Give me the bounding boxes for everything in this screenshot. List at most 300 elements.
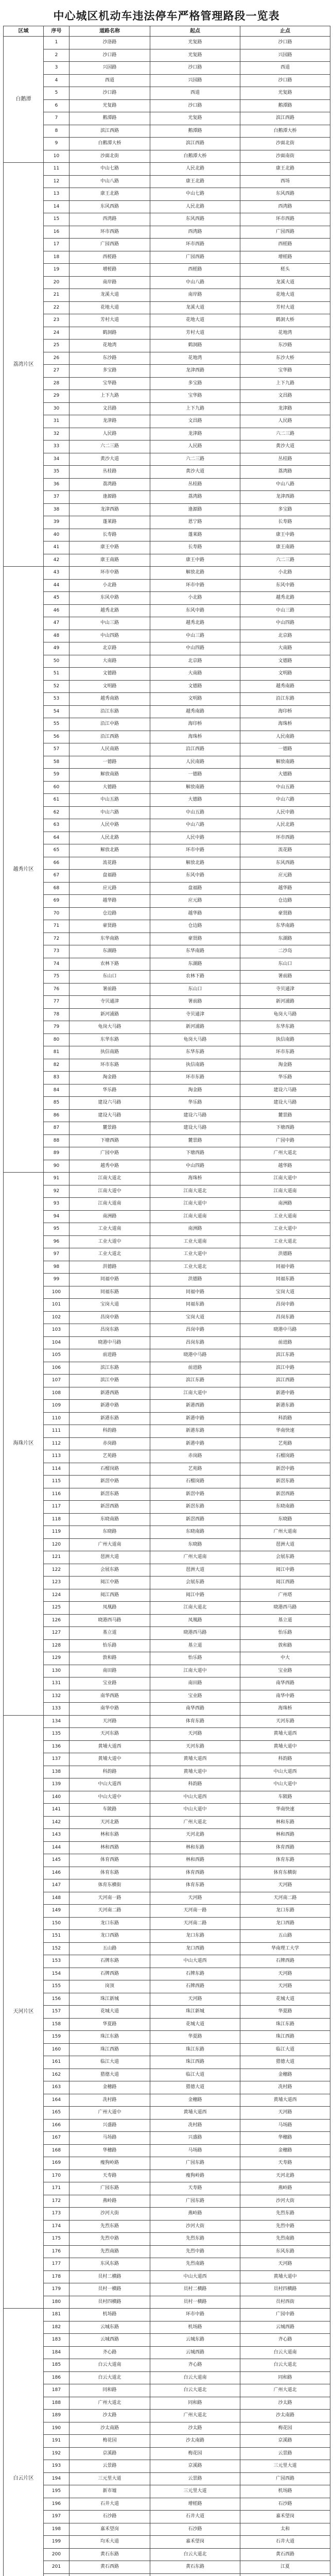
seq-cell: 67 (44, 870, 69, 883)
seq-cell: 130 (44, 1665, 69, 1677)
end-cell: 西槎路 (240, 239, 330, 251)
seq-cell: 37 (44, 491, 69, 504)
table-row (4, 2397, 330, 2410)
road-name-cell: 天河南二路 (69, 1905, 150, 1918)
end-cell: 寺贝通津 (240, 983, 330, 996)
end-cell: 珠江东路 (240, 2018, 330, 2031)
road-name-cell: 流花路 (69, 857, 150, 870)
end-cell: 江南大道南 (240, 1185, 330, 1198)
table-row (4, 1375, 330, 1387)
seq-cell: 176 (44, 2245, 69, 2258)
seq-cell: 62 (44, 806, 69, 819)
seq-cell: 147 (44, 1879, 69, 1892)
road-name-cell: 越秀南路 (69, 693, 150, 706)
road-name-cell: 新滘中路 (69, 1476, 150, 1488)
seq-cell: 197 (44, 2511, 69, 2523)
end-cell: 天河路 (240, 2258, 330, 2271)
seq-cell: 127 (44, 1627, 69, 1640)
start-cell: 应元路 (150, 895, 240, 908)
road-name-cell: 沙面北街 (69, 150, 150, 163)
road-name-cell: 东风西路 (69, 200, 150, 213)
seq-cell: 75 (44, 971, 69, 984)
road-name-cell: 云景路 (69, 2460, 150, 2473)
road-name-cell: 冼村路 (69, 2094, 150, 2107)
table-row (4, 200, 330, 213)
header-seq: 序号 (44, 26, 69, 37)
seq-cell: 138 (44, 1766, 69, 1778)
start-cell: 华夏路 (150, 2031, 240, 2044)
end-cell: 江夏 (240, 2561, 330, 2574)
end-cell: 东风中路 (240, 579, 330, 592)
end-cell: 天河北路 (240, 2170, 330, 2182)
seq-cell: 132 (44, 1690, 69, 1703)
road-name-cell: 岗顶 (69, 1980, 150, 1993)
seq-cell: 106 (44, 1362, 69, 1375)
end-cell: 新港东路 (240, 1400, 330, 1413)
seq-cell: 104 (44, 1336, 69, 1349)
road-name-cell: 越秀北路 (69, 604, 150, 617)
start-cell: 海印桥 (150, 718, 240, 731)
start-cell: 昌岗中路 (150, 1324, 240, 1337)
end-cell: 滨江西路 (240, 112, 330, 125)
road-name-cell: 中山五路 (69, 794, 150, 807)
table-row (4, 1437, 330, 1450)
seq-cell: 115 (44, 1476, 69, 1488)
start-cell: 新港中路 (150, 1437, 240, 1450)
start-cell: 东风西路 (150, 213, 240, 226)
table-row (4, 1336, 330, 1349)
seq-cell: 34 (44, 453, 69, 466)
start-cell: 昌岗东路 (150, 1336, 240, 1349)
table-row (4, 1551, 330, 1564)
start-cell: 广州大道南 (150, 1551, 240, 1564)
road-name-cell: 京溪路 (69, 2447, 150, 2460)
road-name-cell: 猎德大道 (69, 2069, 150, 2081)
end-cell: 流花路 (240, 844, 330, 857)
end-cell: 石井大道 (240, 2536, 330, 2549)
start-cell: 文明路 (150, 693, 240, 706)
start-cell: 江南大道中 (150, 1198, 240, 1211)
start-cell: 江南大道中 (150, 1387, 240, 1400)
road-name-cell: 华夏路 (69, 2018, 150, 2031)
end-cell: 天河路 (240, 2107, 330, 2120)
seq-cell: 61 (44, 794, 69, 807)
table-row (4, 2346, 330, 2359)
table-row (4, 1766, 330, 1778)
seq-cell: 31 (44, 415, 69, 428)
road-name-cell: 环市中路 (69, 567, 150, 580)
table-row (4, 1185, 330, 1198)
seq-cell: 91 (44, 1173, 69, 1185)
seq-cell: 116 (44, 1488, 69, 1501)
table-row (4, 604, 330, 617)
start-cell: 花地大道 (150, 314, 240, 327)
table-row (4, 2485, 330, 2498)
road-name-cell: 均禾大道 (69, 2536, 150, 2549)
road-name-cell: 石井大道 (69, 2498, 150, 2511)
end-cell: 琶洲大道 (240, 1538, 330, 1551)
end-cell: 光复路 (240, 87, 330, 100)
start-cell: 天河南二路 (150, 1917, 240, 1930)
table-row (4, 1261, 330, 1274)
seq-cell: 121 (44, 1551, 69, 1564)
start-cell: 石井大道 (150, 2511, 240, 2523)
seq-cell: 94 (44, 1210, 69, 1223)
road-name-cell: 兴园路 (69, 62, 150, 75)
start-cell: 蓬莱路 (150, 529, 240, 541)
table-row (4, 1854, 330, 1867)
end-cell: 大德路 (240, 769, 330, 782)
road-name-cell: 花城大道 (69, 2006, 150, 2019)
table-row (4, 1173, 330, 1185)
seq-cell: 1 (44, 37, 69, 49)
table-row (4, 806, 330, 819)
start-cell: 嘉禾望岗 (150, 2536, 240, 2549)
road-name-cell: 执信南路 (69, 1046, 150, 1059)
end-cell: 前进路 (240, 1336, 330, 1349)
document-title: 中心城区机动车违法停车严格管理路段一览表 (53, 10, 280, 22)
end-cell: 太和 (240, 2523, 330, 2536)
seq-cell: 124 (44, 1589, 69, 1602)
start-cell: 海珠桥 (150, 1173, 240, 1185)
table-row (4, 2031, 330, 2044)
end-cell: 江南大道中 (240, 1173, 330, 1185)
road-name-cell: 车陂路 (69, 1804, 150, 1817)
end-cell: 广园中路 (240, 1134, 330, 1147)
seq-cell: 187 (44, 2384, 69, 2397)
start-cell: 先烈中路 (150, 2245, 240, 2258)
start-cell: 员村二横路 (150, 2283, 240, 2296)
end-cell: 槎头 (240, 264, 330, 277)
road-name-cell: 芳村大道 (69, 314, 150, 327)
table-row (4, 2511, 330, 2523)
table-row (4, 402, 330, 415)
road-name-cell: 敦和路 (69, 1652, 150, 1665)
start-cell: 石牌东路 (150, 1968, 240, 1980)
road-name-cell: 新市墟 (69, 2485, 150, 2498)
start-cell: 中山七路 (150, 188, 240, 201)
end-cell: 白鹅潭大桥 (240, 125, 330, 138)
end-cell: 龙津西路 (240, 491, 330, 504)
table-row (4, 2422, 330, 2435)
seq-cell: 71 (44, 920, 69, 933)
seq-cell: 55 (44, 718, 69, 731)
seq-cell: 84 (44, 1084, 69, 1097)
end-cell: 先烈中路 (240, 2220, 330, 2233)
table-row (4, 1526, 330, 1539)
road-name-cell: 林和东路 (69, 1829, 150, 1842)
road-name-cell: 江南大道中 (69, 1185, 150, 1198)
start-cell: 新河浦路 (150, 1021, 240, 1034)
seq-cell: 3 (44, 62, 69, 75)
start-cell: 新港中路 (150, 1412, 240, 1425)
end-cell: 黄埔大道西 (240, 2094, 330, 2107)
seq-cell: 38 (44, 503, 69, 516)
end-cell: 东湖路 (240, 933, 330, 945)
seq-cell: 40 (44, 529, 69, 541)
start-cell: 农林下路 (150, 971, 240, 984)
seq-cell: 200 (44, 2548, 69, 2561)
end-cell: 康王北路 (240, 163, 330, 176)
table-row (4, 579, 330, 592)
table-row (4, 832, 330, 844)
start-cell: 广州大道北 (150, 1816, 240, 1829)
road-name-cell: 先烈南路 (69, 2245, 150, 2258)
start-cell: 先烈南路 (150, 2258, 240, 2271)
road-name-cell: 天寿路 (69, 2170, 150, 2182)
table-row (4, 1791, 330, 1804)
seq-cell: 149 (44, 1905, 69, 1918)
start-cell: 中山三路 (150, 630, 240, 642)
start-cell: 西槎路 (150, 264, 240, 277)
road-name-cell: 沙河大街 (69, 2208, 150, 2221)
start-cell: 中山大道西 (150, 2270, 240, 2283)
table-row (4, 882, 330, 895)
start-cell: 仓边路 (150, 920, 240, 933)
district-cell: 荔湾片区 (4, 163, 44, 567)
end-cell: 同福中路 (240, 1261, 330, 1274)
table-row (4, 1501, 330, 1514)
seq-cell: 25 (44, 340, 69, 352)
road-name-cell: 阅江中路 (69, 1577, 150, 1589)
table-row (4, 1753, 330, 1766)
seq-cell: 103 (44, 1324, 69, 1337)
table-row (4, 907, 330, 920)
seq-cell: 131 (44, 1677, 69, 1690)
road-name-cell: 云城东路 (69, 2321, 150, 2334)
start-cell: 体育东路 (150, 1879, 240, 1892)
road-name-cell: 白云大道北 (69, 2371, 150, 2384)
road-name-cell: 东湖路 (69, 945, 150, 958)
start-cell: 中山四路 (150, 642, 240, 655)
table-row (4, 554, 330, 567)
seq-cell: 64 (44, 832, 69, 844)
end-cell: 环市西路 (240, 213, 330, 226)
table-row (4, 1677, 330, 1690)
table-row (4, 2283, 330, 2296)
road-name-cell: 员村四横路 (69, 2296, 150, 2309)
start-cell: 增槎路 (150, 2498, 240, 2511)
road-name-cell: 六二三路 (69, 440, 150, 453)
table-row (4, 301, 330, 314)
start-cell: 中山四路 (150, 1160, 240, 1173)
table-row (4, 1400, 330, 1413)
table-row (4, 314, 330, 327)
start-cell: 赤岗路 (150, 1450, 240, 1463)
start-cell: 珠江东路 (150, 2043, 240, 2056)
start-cell: 先烈东路 (150, 2233, 240, 2246)
road-name-cell: 越华路 (69, 895, 150, 908)
end-cell: 科韵路 (240, 1412, 330, 1425)
seq-cell: 144 (44, 1841, 69, 1854)
end-cell: 麓景路 (240, 1109, 330, 1122)
table-row (4, 1930, 330, 1943)
table-row (4, 491, 330, 504)
end-cell: 京溪路 (240, 2435, 330, 2448)
table-row (4, 655, 330, 668)
end-cell: 新港中路 (240, 1387, 330, 1400)
start-cell: 兴园路 (150, 74, 240, 87)
road-name-cell: 南华中路 (69, 1703, 150, 1716)
seq-cell: 35 (44, 466, 69, 479)
start-cell: 珠江新城 (150, 2006, 240, 2019)
road-name-cell: 大德路 (69, 781, 150, 794)
start-cell: 江南大道中 (150, 1665, 240, 1677)
start-cell: 体育东路 (150, 1715, 240, 1728)
header-road: 道路名称 (69, 26, 150, 37)
road-name-cell: 东风东路 (69, 2258, 150, 2271)
table-row (4, 2132, 330, 2145)
end-cell: 中山四路 (240, 617, 330, 630)
seq-cell: 58 (44, 756, 69, 769)
table-row (4, 1450, 330, 1463)
seq-cell: 74 (44, 958, 69, 971)
seq-cell: 8 (44, 125, 69, 138)
road-name-cell: 阅江西路 (69, 1589, 150, 1602)
end-cell: 马场路 (240, 2119, 330, 2132)
end-cell: 怡乐路 (240, 1627, 330, 1640)
seq-cell: 53 (44, 693, 69, 706)
road-name-cell: 工业大道南 (69, 1223, 150, 1236)
end-cell: 新滘中路 (240, 1463, 330, 1476)
seq-cell: 114 (44, 1463, 69, 1476)
end-cell: 文明路 (240, 668, 330, 681)
table-row (4, 62, 330, 75)
road-name-cell: 林和西路 (69, 1841, 150, 1854)
seq-cell: 26 (44, 352, 69, 365)
table-row (4, 945, 330, 958)
start-cell: 龙津西路 (150, 365, 240, 378)
start-cell: 天河南一路 (150, 1905, 240, 1918)
end-cell: 艺苑路 (240, 1437, 330, 1450)
end-cell: 华夏路 (240, 2006, 330, 2019)
table-row (4, 983, 330, 996)
table-row (4, 239, 330, 251)
start-cell: 同和路 (150, 2397, 240, 2410)
start-cell: 马场路 (150, 2144, 240, 2157)
road-name-cell: 豪贤路 (69, 920, 150, 933)
seq-cell: 4 (44, 74, 69, 87)
end-cell: 中山五路 (240, 781, 330, 794)
table-row (4, 2195, 330, 2208)
start-cell: 艺苑路 (150, 1463, 240, 1476)
end-cell: 龙口东路 (240, 1905, 330, 1918)
seq-cell: 135 (44, 1728, 69, 1741)
end-cell: 环市西路 (240, 832, 330, 844)
start-cell: 广州大道北 (150, 2410, 240, 2422)
road-name-cell: 人民中路 (69, 819, 150, 832)
start-cell: 瘦狗岭路 (150, 2170, 240, 2182)
start-cell: 同福中路 (150, 1286, 240, 1299)
road-name-cell: 先烈东路 (69, 2220, 150, 2233)
end-cell: 文昌路 (240, 390, 330, 403)
seq-cell: 59 (44, 769, 69, 782)
road-name-cell: 石榴岗路 (69, 1463, 150, 1476)
start-cell: 工业大道中 (150, 1248, 240, 1261)
end-cell: 丛桂路 (240, 453, 330, 466)
seq-cell: 70 (44, 907, 69, 920)
table-row (4, 2371, 330, 2384)
end-cell: 金穗路 (240, 2069, 330, 2081)
seq-cell: 123 (44, 1577, 69, 1589)
end-cell: 六二三路 (240, 554, 330, 567)
start-cell: 盘福路 (150, 882, 240, 895)
table-row (4, 1059, 330, 1072)
seq-cell: 73 (44, 945, 69, 958)
seq-cell: 173 (44, 2208, 69, 2221)
table-row (4, 920, 330, 933)
end-cell: 中山三路 (240, 604, 330, 617)
road-name-cell: 新港西路 (69, 1387, 150, 1400)
table-row (4, 1299, 330, 1312)
road-name-cell: 花地湾 (69, 340, 150, 352)
end-cell: 中山大道西 (240, 1766, 330, 1778)
end-cell: 二沙岛 (240, 945, 330, 958)
start-cell: 沙河大街 (150, 2220, 240, 2233)
start-cell: 晓港西马路 (150, 1627, 240, 1640)
start-cell: 天河路 (150, 1892, 240, 1905)
table-row (4, 74, 330, 87)
end-cell: 增槎路 (240, 251, 330, 264)
table-row (4, 428, 330, 440)
start-cell: 广园东路 (150, 2157, 240, 2170)
seq-cell: 156 (44, 1993, 69, 2006)
road-name-cell: 环市西路 (69, 226, 150, 239)
seq-cell: 192 (44, 2447, 69, 2460)
seq-cell: 105 (44, 1349, 69, 1362)
end-cell: 文德路 (240, 655, 330, 668)
end-cell: 龙津路 (240, 402, 330, 415)
end-cell: 越华路 (240, 1160, 330, 1173)
end-cell: 东沙大桥 (240, 352, 330, 365)
end-cell: 广园中路 (240, 2309, 330, 2321)
seq-cell: 102 (44, 1311, 69, 1324)
end-cell: 康王中路 (240, 529, 330, 541)
table-row (4, 1665, 330, 1677)
table-row (4, 264, 330, 277)
start-cell: 白鹅潭大桥 (150, 150, 240, 163)
road-name-cell: 西道 (69, 74, 150, 87)
table-row (4, 1740, 330, 1753)
road-name-cell: 天河路 (69, 1715, 150, 1728)
start-cell: 工业大道南 (150, 1235, 240, 1248)
end-cell: 华南理工大学 (240, 1942, 330, 1955)
start-cell: 环市东路 (150, 1072, 240, 1084)
end-cell: 天河南二路 (240, 1892, 330, 1905)
end-cell: 中山大道中 (240, 1778, 330, 1791)
road-name-cell: 龙溪大道 (69, 289, 150, 302)
start-cell: 华乐路 (150, 1097, 240, 1110)
road-name-cell: 寺贝通津 (69, 996, 150, 1009)
road-name-cell: 小北路 (69, 579, 150, 592)
start-cell: 江南大道南 (150, 1210, 240, 1223)
table-row (4, 630, 330, 642)
end-cell: 建设大马路 (240, 1097, 330, 1110)
table-row (4, 2144, 330, 2157)
seq-cell: 108 (44, 1387, 69, 1400)
road-name-cell: 龙津路 (69, 415, 150, 428)
road-name-cell: 黄埔大道中 (69, 1753, 150, 1766)
start-cell: 人民北路 (150, 200, 240, 213)
table-row (4, 1084, 330, 1097)
table-row (4, 2523, 330, 2536)
table-row (4, 1324, 330, 1337)
start-cell: 三元里大道 (150, 2485, 240, 2498)
road-name-cell: 东晓路 (69, 1526, 150, 1539)
start-cell: 金穗路 (150, 2094, 240, 2107)
end-cell: 金穗路 (240, 2144, 330, 2157)
seq-cell: 183 (44, 2334, 69, 2347)
